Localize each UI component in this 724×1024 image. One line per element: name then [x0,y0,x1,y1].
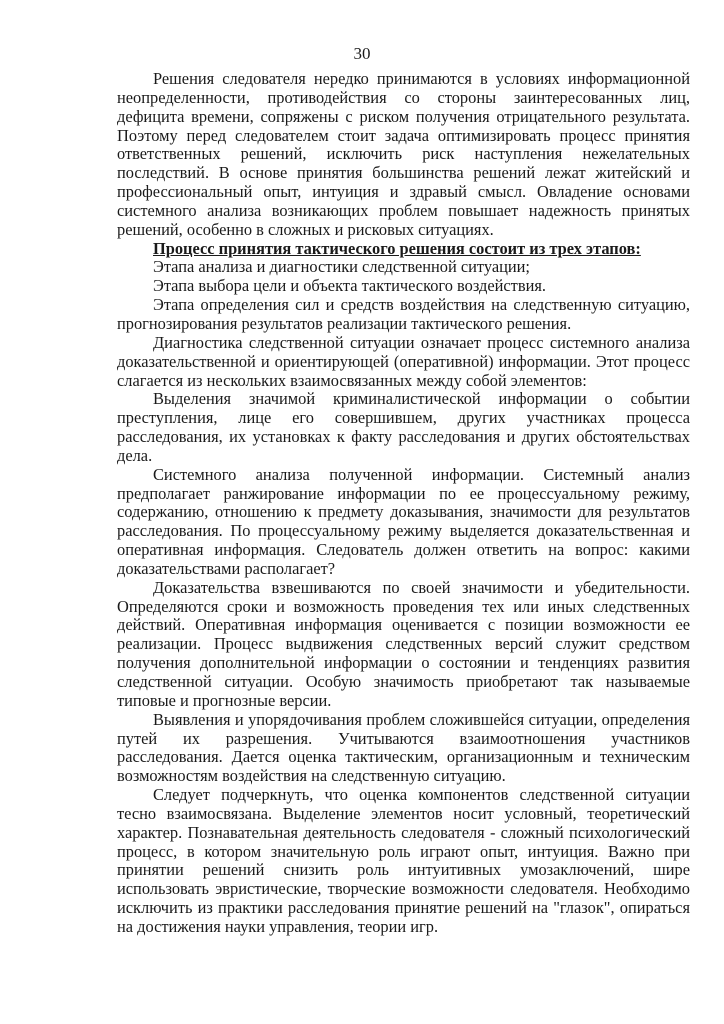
paragraph-conclusion: Следует подчеркнуть, что оценка компонентов следственной ситуации тесно взаимосвязана. Выделение элементов носит условный, теоретический характер. Познавательная деятельность следователя - сложный психологический процесс, в котором значительную роль играют опыт, интуиция. Важно при принятии решений снизить роль интуитивных умозаключений, шире использовать эвристические, творческие возможности следователя. Необходимо исключить из практики расследования принятие решений на "глазок", опираться на достижения науки управления, теории игр. [117,785,690,936]
stage-2: Этапа выбора цели и объекта тактического воздействия. [153,276,546,296]
paragraph-evidence: Доказательства взвешиваются по своей значимости и убедительности. Определяются сроки и возможность проведения тех или иных следственных действий. Оперативная информация оценивается с позиции возможности ее реализации. Процесс выдвижения следственных версий служит средством получения дополнительной информации о состоянии и тенденциях развития следственной ситуации. Особую значимость приобретают так называемые типовые и прогнозные версии. [117,577,690,710]
stage-3: Этапа определения сил и средств воздействия на следственную ситуацию, прогнозирования результатов реализации тактического решения. [117,295,690,333]
page-number: 30 [353,44,371,63]
element-3: Выявления и упорядочивания проблем сложившейся ситуации, определения путей их разрешения. Учитываются взаимоотношения участников расследования. Дается оценка тактическим, организационным и техническим возможностям воздействия на следственную ситуацию. [117,709,690,786]
element-2: Системного анализа полученной информации. Системный анализ предполагает ранжирование информации по ее процессуальному режиму, содержанию, отношению к предмету доказывания, значимости для результатов расследования. По процессуальному режиму выделяется доказательственная и оперативная информация. Следователь должен ответить на вопрос: какими доказательствами располагает? [117,464,690,578]
paragraph-diagnostics: Диагностика следственной ситуации означает процесс системного анализа доказательственной и ориентирующей (оперативной) информации. Этот процесс слагается из нескольких взаимосвязанных между собой элементов: [117,332,690,390]
paragraph-intro: Решения следователя нередко принимаются в условиях информационной неопределенности, противодействия со стороны заинтересованных лиц, дефицита времени, сопряжены с риском получения отрицательного результата. Поэтому перед следователем стоит задача оптимизировать процесс принятия ответственных решений, исключить риск наступления нежелательных последствий. В основе принятия большинства решений лежат житейский и профессиональный опыт, интуиция и здравый смысл. Овладение основами системного анализа возникающих проблем повышает надежность принятых решений, особенно в сложных и рисковых ситуациях. [117,69,690,239]
stage-1: Этапа анализа и диагностики следственной ситуации; [153,257,530,277]
page-body [117,70,690,937]
section-heading: Процесс принятия тактического решения состоит из трех этапов: [153,238,641,258]
element-1: Выделения значимой криминалистической информации о событии преступления, лице его совершившем, других участниках процесса расследования, их установках к факту расследования и других обстоятельствах дела. [117,389,690,465]
